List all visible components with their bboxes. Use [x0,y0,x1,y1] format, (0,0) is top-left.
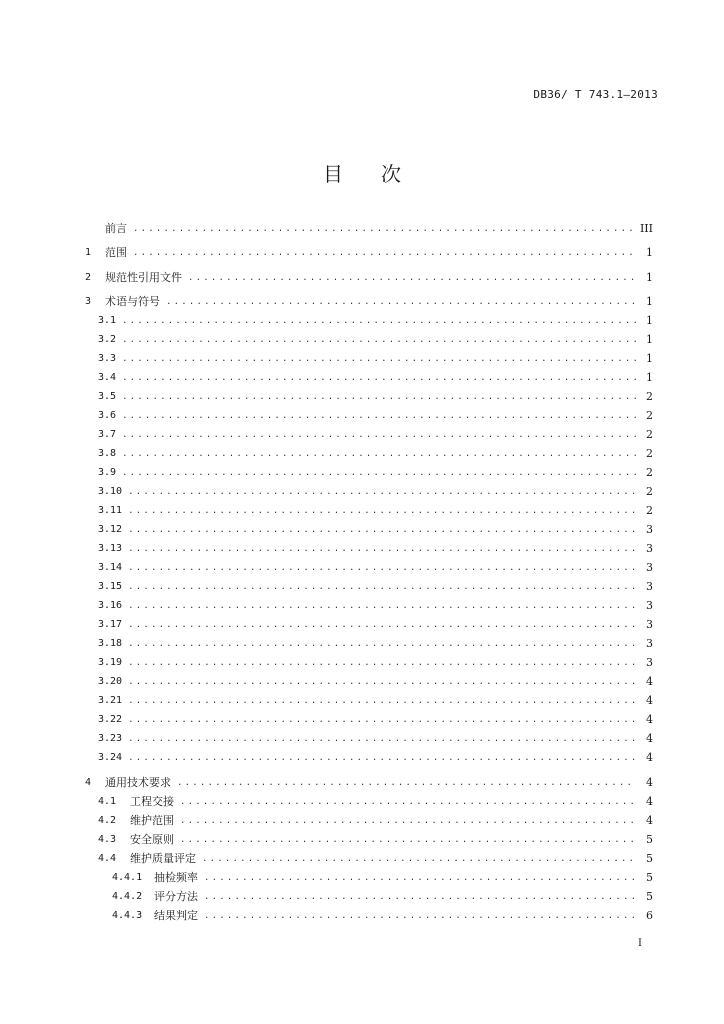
toc-dot-leader [122,351,636,367]
toc-entry-number: 3.16 [98,600,123,612]
toc-entry-number: 3.23 [98,733,123,745]
toc-entry[interactable] [85,500,653,519]
toc-entry-number: 4 [85,776,92,788]
toc-entry[interactable] [85,348,653,367]
toc-entry-page: III [639,221,653,235]
toc-entry[interactable] [85,310,653,329]
toc-dot-leader [202,851,636,867]
toc-entry[interactable] [85,690,653,709]
standard-code: DB36/ T 743.1—2013 [533,88,658,101]
toc-entry-number: 4.4.3 [112,909,143,921]
toc-entry-number: 4.1 [98,795,117,807]
toc-dot-leader [122,389,636,405]
toc-entry-page: 1 [646,246,653,259]
toc-entry-page: 1 [646,371,653,385]
toc-entry[interactable] [85,261,653,286]
toc-dot-leader [128,655,636,671]
toc-dot-leader [122,332,636,348]
toc-dot-leader [180,813,636,829]
toc-entry-number: 3.19 [98,657,123,669]
toc-entry-number: 3.11 [98,505,123,517]
toc-entry-page: 3 [646,542,653,556]
toc-entry-page: 3 [646,523,653,537]
toc-entry-number: 3.13 [98,543,123,555]
toc-entry[interactable] [85,212,653,237]
toc-entry-label: 维护范围 [130,813,174,827]
toc-entry-page: 3 [646,561,653,575]
toc-dot-leader [204,889,636,905]
toc-entry[interactable] [85,443,653,462]
toc-entry-page: 4 [646,775,653,789]
toc-entry-page: 2 [646,504,653,518]
toc-dot-leader [180,832,636,848]
toc-entry-label: 通用技术要求 [105,775,171,789]
toc-entry[interactable] [85,576,653,595]
toc-entry-page: 4 [646,694,653,708]
toc-entry-number: 3.1 [98,315,117,327]
toc-entry-number: 4.2 [98,814,117,826]
toc-entry-page: 1 [646,333,653,347]
toc-entry-number: 3.4 [98,372,117,384]
toc-dot-leader [128,617,636,633]
toc-entry-page: 3 [646,637,653,651]
toc-entry[interactable] [85,481,653,500]
toc-entry-page: 2 [646,485,653,499]
toc-entry[interactable] [85,614,653,633]
toc-entry-page: 5 [646,870,653,884]
toc-dot-leader [166,294,636,310]
toc-entry-label: 规范性引用文件 [105,270,182,284]
toc-entry-page: 5 [646,851,653,865]
toc-entry-page: 3 [646,580,653,594]
toc-entry-label: 工程交接 [130,794,174,808]
toc-dot-leader [122,313,636,329]
toc-entry[interactable] [85,329,653,348]
toc-entry-page: 3 [646,599,653,613]
toc-entry-number: 3.14 [98,562,123,574]
toc-entry-number: 3.22 [98,714,123,726]
toc-entry[interactable] [85,709,653,728]
toc-entry[interactable] [85,791,653,810]
toc-entry-page: 4 [646,675,653,689]
toc-entry-label: 评分方法 [154,889,198,903]
toc-dot-leader [128,750,636,766]
toc-entry-page: 6 [646,908,653,922]
toc-entry[interactable] [85,237,653,262]
toc-entry[interactable] [85,286,653,311]
toc-dot-leader [128,503,636,519]
toc-entry-number: 3.18 [98,638,123,650]
toc-dot-leader [128,598,636,614]
toc-entry-page: 1 [646,270,653,284]
toc-dot-leader [122,465,636,481]
toc-dot-leader [128,560,636,576]
toc-entry-page: 2 [646,466,653,480]
toc-entry-number: 3.15 [98,581,123,593]
toc-entry[interactable] [85,867,653,886]
toc-entry-page: 4 [646,732,653,746]
toc-entry[interactable] [85,424,653,443]
title-char-1: 目 [323,162,343,186]
toc-entry[interactable] [85,905,653,924]
toc-dot-leader [128,522,636,538]
toc-entry-number: 1 [85,247,92,258]
toc-entry[interactable] [85,810,653,829]
toc-entry-page: 3 [646,618,653,632]
toc-entry-number: 3.3 [98,353,117,365]
toc-entry-number: 3.6 [98,410,117,422]
toc-entry[interactable] [85,538,653,557]
toc-entry[interactable] [85,367,653,386]
toc-entry-number: 3.10 [98,486,123,498]
toc-entry-number: 3.17 [98,619,123,631]
toc-entry-number: 2 [85,271,92,283]
toc-entry-number: 3 [85,296,92,307]
toc-entry-label: 维护质量评定 [130,851,196,865]
toc-entry-page: 4 [646,813,653,827]
toc-entry[interactable] [85,848,653,867]
toc-entry[interactable] [85,766,653,791]
toc-dot-leader [128,674,636,690]
toc-dot-leader [122,370,636,386]
toc-entry[interactable] [85,829,653,848]
toc-entry[interactable] [85,386,653,405]
toc-dot-leader [133,221,636,237]
title-char-2: 次 [381,162,401,186]
toc-dot-leader [177,775,636,791]
toc-entry-number: 3.7 [98,429,117,441]
toc-entry[interactable] [85,747,653,766]
toc-entry-number: 3.9 [98,467,117,479]
toc-entry-page: 2 [646,428,653,442]
toc-entry-number: 3.12 [98,524,123,536]
toc-entry[interactable] [85,652,653,671]
toc-entry-number: 4.4.1 [112,871,143,883]
toc-entry-label: 范围 [105,246,127,259]
toc-dot-leader [128,636,636,652]
toc-dot-leader [204,908,636,924]
toc-dot-leader [122,408,636,424]
toc-dot-leader [204,870,636,886]
toc-dot-leader [128,731,636,747]
toc-entry-page: 4 [646,751,653,765]
toc-entry-number: 3.24 [98,752,123,764]
toc-entry[interactable] [85,519,653,538]
toc-dot-leader [180,794,636,810]
toc-entry-page: 2 [646,390,653,404]
toc-entry-label: 结果判定 [154,908,198,922]
toc-entry-page: 1 [646,295,653,308]
toc-entry-label: 安全原则 [130,832,174,846]
toc-dot-leader [128,541,636,557]
toc-dot-leader [128,693,636,709]
toc-entry-number: 4.4.2 [112,890,143,902]
toc-dot-leader [128,484,636,500]
toc-entry-page: 3 [646,656,653,670]
table-of-contents [85,212,653,924]
toc-entry-page: 5 [646,832,653,846]
toc-entry[interactable] [85,595,653,614]
toc-entry[interactable] [85,557,653,576]
toc-entry-page: 1 [646,314,653,328]
toc-entry-page: 2 [646,447,653,461]
toc-entry-label: 前言 [105,221,127,235]
toc-entry-number: 4.4 [98,852,117,864]
toc-entry-page: 1 [646,352,653,366]
toc-entry[interactable] [85,671,653,690]
toc-entry[interactable] [85,728,653,747]
toc-entry[interactable] [85,886,653,905]
footer-page-number: I [638,938,642,949]
toc-entry-number: 3.2 [98,334,117,346]
toc-dot-leader [122,446,636,462]
toc-entry-number: 3.5 [98,391,117,403]
toc-entry[interactable] [85,462,653,481]
toc-entry[interactable] [85,405,653,424]
page-title [0,158,724,187]
toc-dot-leader [128,712,636,728]
toc-entry-number: 4.3 [98,833,117,845]
toc-entry-number: 3.21 [98,695,123,707]
toc-entry-number: 3.20 [98,676,123,688]
toc-entry-page: 2 [646,409,653,423]
toc-dot-leader [133,245,636,261]
toc-entry-page: 4 [646,794,653,808]
toc-entry-label: 术语与符号 [105,295,160,308]
toc-entry-label: 抽检频率 [154,870,198,884]
toc-entry-page: 4 [646,713,653,727]
toc-entry[interactable] [85,633,653,652]
toc-entry-number: 3.8 [98,448,117,460]
toc-dot-leader [188,270,636,286]
toc-dot-leader [122,427,636,443]
toc-entry-page: 5 [646,889,653,903]
toc-dot-leader [128,579,636,595]
